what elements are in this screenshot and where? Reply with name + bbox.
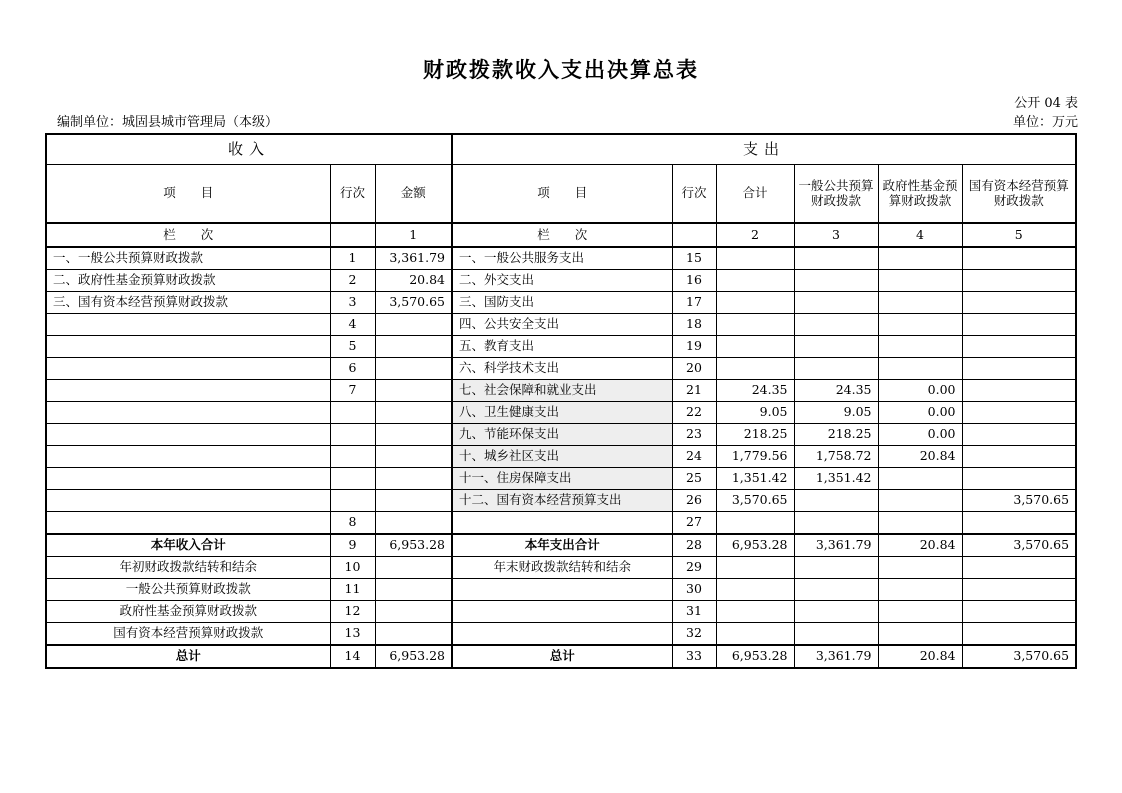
general-budget-header: 一般公共预算财政拨款 [794,165,878,224]
gov-fund-header: 政府性基金预算财政拨款 [878,165,962,224]
general-budget-cell: 3,361.79 [794,534,878,557]
expense-total-cell: 218.25 [716,424,794,446]
income-item-cell: 政府性基金预算财政拨款 [46,601,330,623]
general-budget-cell: 1,351.42 [794,468,878,490]
expense-item-cell: 十一、住房保障支出 [452,468,672,490]
table-row [46,380,1076,402]
general-budget-cell [794,512,878,535]
income-amount-cell [375,468,452,490]
table-row [46,512,1076,535]
expense-total-cell [716,623,794,646]
table-row [46,557,1076,579]
expense-line-cell: 22 [672,402,716,424]
income-amount-cell [375,314,452,336]
income-line-cell: 1 [330,247,375,270]
income-amount-cell: 6,953.28 [375,534,452,557]
expense-line-cell: 15 [672,247,716,270]
gov-fund-cell [878,601,962,623]
expense-total-cell: 3,570.65 [716,490,794,512]
expense-total-cell [716,270,794,292]
column-header-row [46,165,1076,224]
expense-total-cell: 6,953.28 [716,645,794,668]
income-line-cell: 2 [330,270,375,292]
income-item-cell: 国有资本经营预算财政拨款 [46,623,330,646]
income-line-cell [330,490,375,512]
expense-item-cell: 七、社会保障和就业支出 [452,380,672,402]
general-budget-cell [794,601,878,623]
expense-item-header: 项 目 [452,165,672,224]
table-row [46,270,1076,292]
expense-item-cell: 总计 [452,645,672,668]
income-line-cell: 10 [330,557,375,579]
expense-total-cell [716,247,794,270]
income-amount-header: 金额 [375,165,452,224]
income-item-cell [46,336,330,358]
expense-item-cell: 年末财政拨款结转和结余 [452,557,672,579]
income-line-cell [330,402,375,424]
income-line-cell: 7 [330,380,375,402]
expense-total-cell: 6,953.28 [716,534,794,557]
expense-index-3: 3 [794,223,878,247]
income-amount-cell [375,557,452,579]
expense-line-cell: 16 [672,270,716,292]
income-amount-cell [375,490,452,512]
income-item-cell [46,490,330,512]
expense-item-cell: 十二、国有资本经营预算支出 [452,490,672,512]
gov-fund-cell [878,512,962,535]
state-capital-cell [962,468,1076,490]
expense-line-cell: 31 [672,601,716,623]
state-capital-cell: 3,570.65 [962,490,1076,512]
gov-fund-cell [878,247,962,270]
table-cell [672,223,716,247]
gov-fund-cell [878,358,962,380]
expense-line-cell: 21 [672,380,716,402]
gov-fund-cell: 0.00 [878,380,962,402]
column-index-row [46,223,1076,247]
expense-index-5: 5 [962,223,1076,247]
income-item-cell [46,512,330,535]
income-item-cell [46,468,330,490]
gov-fund-cell [878,623,962,646]
expense-index-2: 2 [716,223,794,247]
general-budget-cell: 1,758.72 [794,446,878,468]
income-line-cell [330,468,375,490]
income-amount-cell [375,358,452,380]
expense-line-cell: 25 [672,468,716,490]
state-capital-cell [962,270,1076,292]
state-capital-cell [962,292,1076,314]
expense-item-cell: 本年支出合计 [452,534,672,557]
income-item-cell: 本年收入合计 [46,534,330,557]
expense-total-cell: 1,779.56 [716,446,794,468]
income-index-label: 栏 次 [46,223,330,247]
income-item-cell: 一般公共预算财政拨款 [46,579,330,601]
section-header-row [46,134,1076,165]
expense-total-cell [716,512,794,535]
income-line-cell: 14 [330,645,375,668]
compiling-unit-label: 编制单位：城固县城市管理局（本级） [57,115,279,130]
expense-section-header: 支出 [452,134,1076,165]
table-row [46,490,1076,512]
table-row [46,358,1076,380]
state-capital-cell: 3,570.65 [962,645,1076,668]
gov-fund-cell [878,314,962,336]
expense-total-cell [716,314,794,336]
expense-line-cell: 17 [672,292,716,314]
table-row [46,292,1076,314]
table-row [46,424,1076,446]
general-budget-cell [794,336,878,358]
expense-total-cell: 1,351.42 [716,468,794,490]
income-line-cell: 8 [330,512,375,535]
table-row [46,314,1076,336]
income-item-cell [46,380,330,402]
state-capital-cell [962,314,1076,336]
income-section-header: 收入 [46,134,452,165]
expense-line-cell: 33 [672,645,716,668]
table-row [46,534,1076,557]
table-row [46,579,1076,601]
gov-fund-cell [878,490,962,512]
expense-line-cell: 24 [672,446,716,468]
income-line-cell [330,424,375,446]
expense-total-cell: 9.05 [716,402,794,424]
income-line-cell: 9 [330,534,375,557]
income-item-cell [46,424,330,446]
general-budget-cell [794,579,878,601]
expense-item-cell: 八、卫生健康支出 [452,402,672,424]
expense-item-cell [452,601,672,623]
income-item-cell: 一、一般公共预算财政拨款 [46,247,330,270]
expense-item-cell [452,623,672,646]
income-item-cell [46,358,330,380]
expense-line-cell: 18 [672,314,716,336]
expense-item-cell: 五、教育支出 [452,336,672,358]
expense-total-cell [716,292,794,314]
expense-item-cell [452,512,672,535]
income-amount-cell [375,380,452,402]
gov-fund-cell [878,270,962,292]
gov-fund-cell [878,557,962,579]
income-item-cell: 年初财政拨款结转和结余 [46,557,330,579]
gov-fund-cell: 20.84 [878,534,962,557]
gov-fund-cell: 0.00 [878,424,962,446]
expense-total-cell [716,336,794,358]
income-amount-cell: 3,361.79 [375,247,452,270]
table-row [46,446,1076,468]
general-budget-cell [794,557,878,579]
table-code-label: 公开 04 表 [1014,96,1078,111]
income-amount-cell [375,623,452,646]
income-line-cell: 13 [330,623,375,646]
income-item-cell [46,446,330,468]
budget-summary-table [45,133,1077,669]
general-budget-cell [794,247,878,270]
state-capital-cell [962,358,1076,380]
income-line-cell: 11 [330,579,375,601]
income-item-cell: 三、国有资本经营预算财政拨款 [46,292,330,314]
table-row [46,623,1076,646]
table-body [46,247,1076,668]
general-budget-cell: 24.35 [794,380,878,402]
expense-total-cell [716,557,794,579]
general-budget-cell [794,490,878,512]
state-capital-cell [962,380,1076,402]
expense-total-cell [716,358,794,380]
page-title: 财政拨款收入支出决算总表 [423,57,699,82]
general-budget-cell: 218.25 [794,424,878,446]
state-capital-cell [962,424,1076,446]
expense-line-cell: 30 [672,579,716,601]
expense-line-cell: 32 [672,623,716,646]
income-line-cell: 12 [330,601,375,623]
income-item-cell: 总计 [46,645,330,668]
general-budget-cell [794,292,878,314]
state-capital-cell [962,512,1076,535]
state-capital-cell [962,446,1076,468]
expense-total-cell [716,579,794,601]
expense-item-cell: 一、一般公共服务支出 [452,247,672,270]
income-amount-cell [375,402,452,424]
expense-item-cell: 九、节能环保支出 [452,424,672,446]
unit-note-label: 单位：万元 [1012,115,1078,130]
expense-line-cell: 19 [672,336,716,358]
income-line-cell: 3 [330,292,375,314]
income-line-cell: 5 [330,336,375,358]
general-budget-cell [794,623,878,646]
expense-item-cell: 四、公共安全支出 [452,314,672,336]
state-capital-cell [962,601,1076,623]
table-row [46,336,1076,358]
expense-item-cell [452,579,672,601]
income-line-cell [330,446,375,468]
table-row [46,468,1076,490]
state-capital-cell [962,623,1076,646]
expense-line-cell: 20 [672,358,716,380]
gov-fund-cell [878,292,962,314]
income-amount-cell [375,601,452,623]
expense-item-cell: 二、外交支出 [452,270,672,292]
expense-index-label: 栏 次 [452,223,672,247]
expense-item-cell: 六、科学技术支出 [452,358,672,380]
gov-fund-cell: 0.00 [878,402,962,424]
expense-line-cell: 29 [672,557,716,579]
income-amount-cell [375,424,452,446]
state-capital-cell [962,336,1076,358]
income-amount-cell [375,446,452,468]
state-capital-cell [962,247,1076,270]
expense-total-header: 合计 [716,165,794,224]
state-capital-header: 国有资本经营预算财政拨款 [962,165,1076,224]
expense-index-4: 4 [878,223,962,247]
expense-total-cell: 24.35 [716,380,794,402]
expense-line-cell: 23 [672,424,716,446]
income-amount-cell: 6,953.28 [375,645,452,668]
expense-item-cell: 十、城乡社区支出 [452,446,672,468]
state-capital-cell: 3,570.65 [962,534,1076,557]
general-budget-cell [794,270,878,292]
general-budget-cell: 3,361.79 [794,645,878,668]
table-row [46,402,1076,424]
table-row [46,645,1076,668]
income-line-cell: 4 [330,314,375,336]
income-amount-cell: 3,570.65 [375,292,452,314]
income-item-header: 项 目 [46,165,330,224]
income-item-cell [46,402,330,424]
income-amount-cell [375,579,452,601]
income-amount-cell [375,512,452,535]
income-item-cell [46,314,330,336]
expense-line-header: 行次 [672,165,716,224]
income-line-cell: 6 [330,358,375,380]
expense-line-cell: 28 [672,534,716,557]
general-budget-cell [794,358,878,380]
state-capital-cell [962,402,1076,424]
income-item-cell: 二、政府性基金预算财政拨款 [46,270,330,292]
expense-line-cell: 26 [672,490,716,512]
expense-line-cell: 27 [672,512,716,535]
income-index-1: 1 [375,223,452,247]
table-row [46,247,1076,270]
expense-item-cell: 三、国防支出 [452,292,672,314]
gov-fund-cell: 20.84 [878,446,962,468]
state-capital-cell [962,579,1076,601]
general-budget-cell: 9.05 [794,402,878,424]
income-amount-cell: 20.84 [375,270,452,292]
expense-total-cell [716,601,794,623]
table-cell [330,223,375,247]
general-budget-cell [794,314,878,336]
gov-fund-cell [878,336,962,358]
gov-fund-cell: 20.84 [878,645,962,668]
state-capital-cell [962,557,1076,579]
income-line-header: 行次 [330,165,375,224]
income-amount-cell [375,336,452,358]
gov-fund-cell [878,468,962,490]
gov-fund-cell [878,579,962,601]
table-row [46,601,1076,623]
